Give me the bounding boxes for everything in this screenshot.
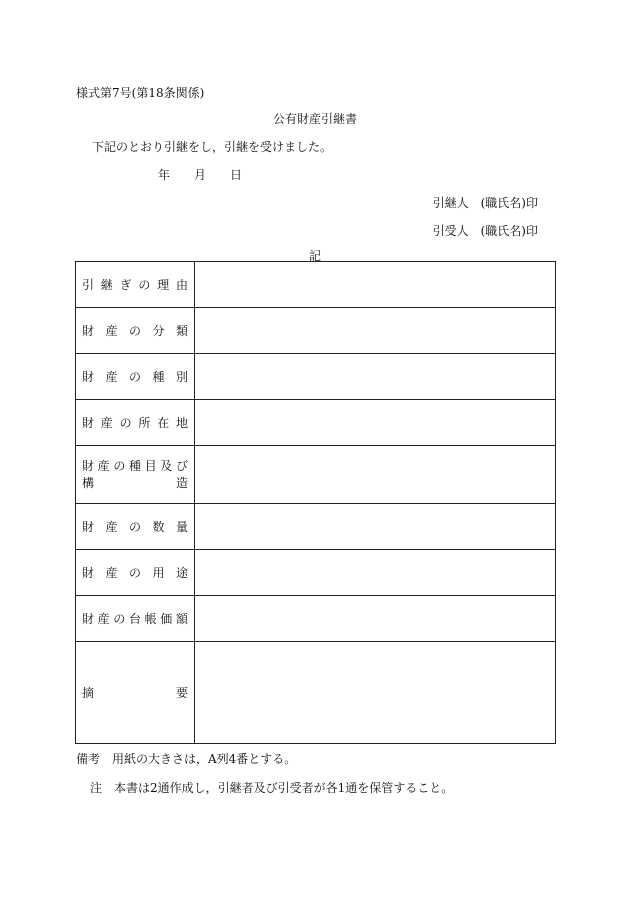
label-char: 別 (175, 370, 188, 384)
table-row (76, 504, 556, 550)
row-label (76, 354, 195, 400)
row-label (76, 596, 195, 642)
label-char: の (138, 278, 151, 292)
table-row (76, 446, 556, 504)
label-char: の (113, 458, 126, 473)
label-use (82, 564, 188, 581)
row-value-cell[interactable] (195, 446, 556, 504)
row-value-cell[interactable] (195, 550, 556, 596)
ki-heading: 記 (308, 249, 321, 263)
label-char: 産 (105, 566, 118, 580)
label-char: 摘 (82, 686, 95, 700)
row-value-cell[interactable] (195, 354, 556, 400)
label-char: 地 (175, 416, 188, 430)
date-day: 日 (230, 168, 243, 182)
form-number: 様式第7号(第18条関係) (76, 86, 205, 100)
label-char: 財 (82, 520, 95, 534)
label-char: 財 (82, 416, 95, 430)
label-type (82, 368, 188, 385)
row-value-cell[interactable] (195, 596, 556, 642)
label-char: の (128, 324, 141, 338)
label-char: 引 (82, 278, 95, 292)
row-label (76, 504, 195, 550)
transferee-line: 引受人 (職氏名)印 (432, 224, 538, 238)
date-line (158, 166, 242, 183)
label-char: 財 (82, 370, 95, 384)
label-char: 種 (128, 458, 141, 473)
label-char: 由 (175, 278, 188, 292)
label-classification (82, 322, 188, 339)
row-value-cell[interactable] (195, 308, 556, 354)
note-remarks: 備考 用紙の大きさは，A列4番とする。 (76, 752, 297, 766)
label-location (82, 414, 188, 431)
label-char: 産 (105, 520, 118, 534)
label-char: 造 (175, 475, 188, 490)
label-char: 財 (82, 458, 95, 473)
label-char: 目 (144, 458, 157, 473)
table-row (76, 400, 556, 446)
date-year: 年 (158, 168, 171, 182)
label-char: 価 (160, 612, 173, 626)
label-char: 財 (82, 612, 95, 626)
label-char: の (113, 612, 126, 626)
row-label (76, 262, 195, 308)
label-char: 構 (82, 475, 95, 490)
date-month: 月 (194, 168, 207, 182)
row-label (76, 308, 195, 354)
label-reason (82, 276, 188, 293)
row-label (76, 400, 195, 446)
transferor-line: 引継人 (職氏名)印 (432, 196, 538, 210)
label-char: 用 (152, 566, 165, 580)
label-char: 帳 (144, 612, 157, 626)
label-char: 産 (105, 324, 118, 338)
label-line2 (82, 475, 188, 492)
row-value-cell[interactable] (195, 642, 556, 744)
label-char: 産 (97, 458, 110, 473)
table-row (76, 354, 556, 400)
label-category-structure (82, 458, 188, 492)
label-char: 財 (82, 324, 95, 338)
table-row (76, 308, 556, 354)
label-char: 途 (175, 566, 188, 580)
label-char: び (175, 458, 188, 473)
label-char: の (128, 370, 141, 384)
intro-text: 下記のとおり引継をし，引継を受けました。 (92, 140, 333, 154)
note-caution: 注 本書は2通作成し，引継者及び引受者が各1通を保管すること。 (90, 781, 454, 795)
label-char: 産 (105, 370, 118, 384)
label-char: 要 (175, 686, 188, 700)
label-char: 数 (152, 520, 165, 534)
property-table (75, 261, 556, 744)
label-char: 額 (175, 612, 188, 626)
label-char: 在 (157, 416, 170, 430)
label-line1 (82, 458, 188, 475)
label-char: 分 (152, 324, 165, 338)
label-char: 種 (152, 370, 165, 384)
label-char: 産 (100, 416, 113, 430)
row-value-cell[interactable] (195, 262, 556, 308)
label-char: 産 (97, 612, 110, 626)
label-char: の (128, 520, 141, 534)
label-char: の (128, 566, 141, 580)
label-char: 台 (128, 612, 141, 626)
label-char: 理 (157, 278, 170, 292)
label-char: 所 (138, 416, 151, 430)
label-summary (82, 684, 188, 701)
row-label (76, 642, 195, 744)
label-char: 及 (160, 458, 173, 473)
label-char: の (119, 416, 132, 430)
label-char: 継 (100, 278, 113, 292)
row-value-cell[interactable] (195, 400, 556, 446)
label-ledger-value (82, 610, 188, 627)
table-row (76, 642, 556, 744)
row-label (76, 550, 195, 596)
row-label (76, 446, 195, 504)
table-row (76, 550, 556, 596)
document-title: 公有財産引継書 (272, 112, 357, 126)
table-row (76, 596, 556, 642)
table-row (76, 262, 556, 308)
label-quantity (82, 518, 188, 535)
row-value-cell[interactable] (195, 504, 556, 550)
label-char: 財 (82, 566, 95, 580)
label-char: 類 (175, 324, 188, 338)
label-char: ぎ (119, 278, 132, 292)
label-char: 量 (175, 520, 188, 534)
